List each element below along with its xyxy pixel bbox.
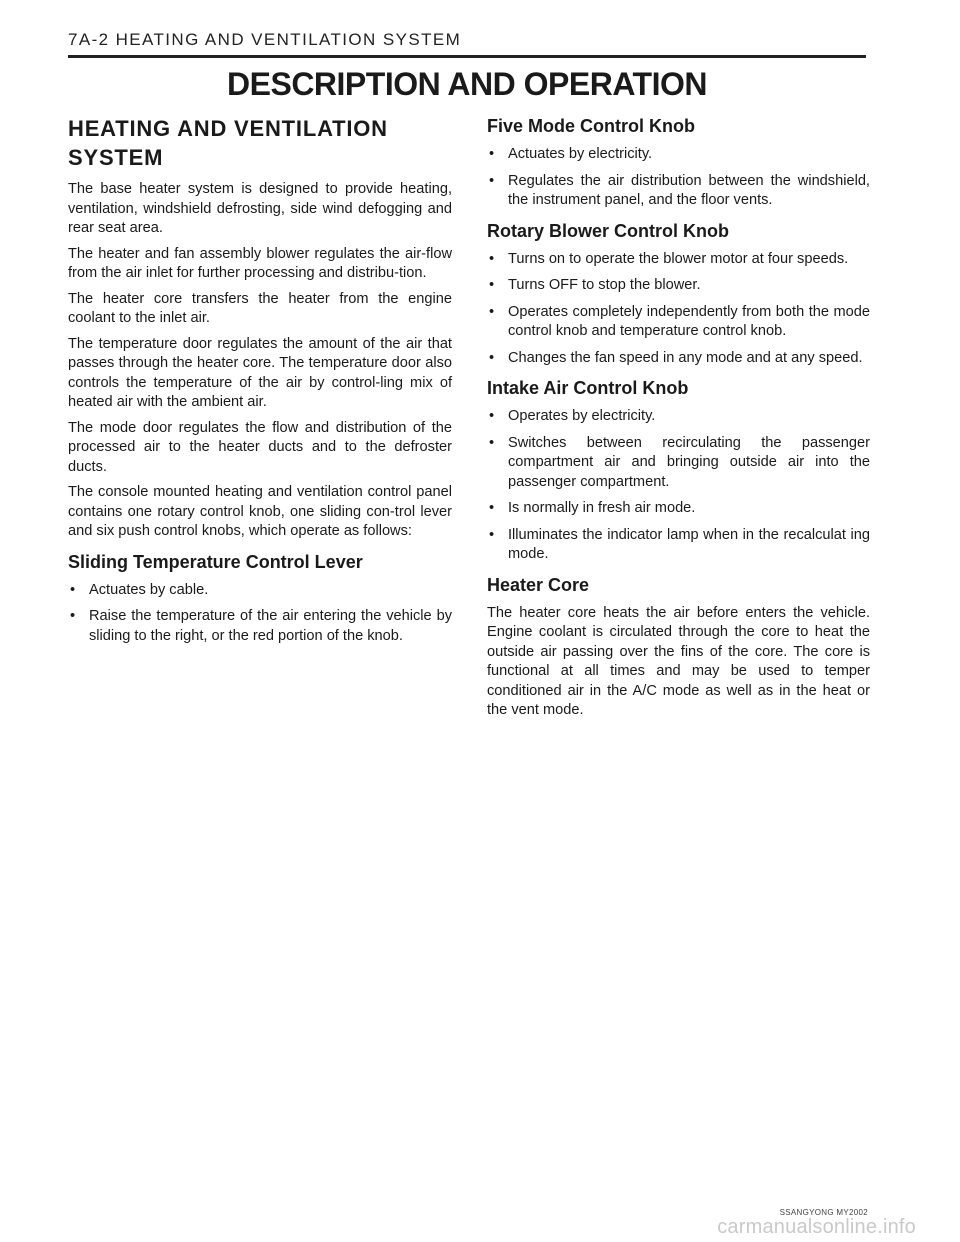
list-item-text: Turns OFF to stop the blower. — [508, 277, 701, 293]
bullet-icon: • — [70, 608, 76, 624]
bullet-list-five-mode — [487, 145, 870, 211]
page-title: DESCRIPTION AND OPERATION — [227, 66, 707, 102]
list-item — [487, 250, 870, 270]
paragraph: The console mounted heating and ventilation control panel contains one rotary control knob, one sliding con-trol lever and six push control knobs, which operate as follows: — [68, 484, 452, 539]
subsection-heading-rotary-blower: Rotary Blower Control Knob — [487, 220, 729, 241]
subsection-heading-heater-core: Heater Core — [487, 574, 590, 595]
bullet-list-intake-air — [487, 407, 870, 565]
bullet-icon: • — [489, 434, 495, 451]
list-item — [487, 349, 870, 369]
page-header-label: 7A-2 HEATING AND VENTILATION SYSTEM — [68, 30, 462, 49]
site-watermark: carmanualsonline.info — [717, 1216, 916, 1238]
subsection-heading-intake-air: Intake Air Control Knob — [487, 378, 689, 398]
bullet-list-rotary-blower — [487, 250, 870, 369]
list-item-text: Is normally in fresh air mode. — [508, 500, 696, 516]
list-item — [487, 434, 870, 493]
list-item — [487, 276, 870, 296]
bullet-list-sliding-lever — [68, 581, 452, 647]
bullet-icon: • — [489, 500, 495, 516]
bullet-icon: • — [70, 581, 76, 598]
list-item — [487, 303, 870, 342]
subsection-heading-five-mode: Five Mode Control Knob — [487, 116, 695, 136]
list-item-text: Raise the temperature of the air entering the vehicle by sliding to the right, or the red portion of the knob. — [89, 608, 452, 644]
list-item — [68, 607, 452, 646]
list-item — [487, 172, 870, 211]
bullet-icon: • — [489, 172, 495, 189]
list-item — [487, 499, 870, 519]
list-item-text: Switches between recirculating the passenger compartment air and bringing outside air into the passenger compartment. — [508, 434, 870, 490]
list-item-text: Actuates by electricity. — [508, 146, 653, 162]
list-item-text: Operates by electricity. — [508, 408, 656, 424]
bullet-icon: • — [489, 250, 495, 267]
paragraph: The heater and fan assembly blower regulates the air-flow from the air inlet for further processing and distribu-tion. — [68, 245, 452, 281]
paragraph: The temperature door regulates the amount of the air that passes through the heater core. The temperature door also controls the temperature of the air by control-ling mix of heated air with the ambient air. — [68, 335, 452, 410]
paragraph: The base heater system is designed to provide heating, ventilation, windshield defrosting, side wind defogging and rear seat area. — [68, 181, 452, 236]
list-item-text: Turns on to operate the blower motor at four speeds. — [508, 250, 849, 267]
list-item — [487, 526, 870, 565]
subsection-heading-sliding-lever: Sliding Temperature Control Lever — [68, 551, 363, 572]
paragraph: The heater core transfers the heater from the engine coolant to the inlet air. — [68, 290, 452, 326]
bullet-icon: • — [489, 526, 495, 543]
bullet-icon: • — [489, 408, 495, 424]
bullet-icon: • — [489, 146, 495, 162]
list-item — [487, 407, 870, 427]
left-column — [68, 114, 452, 653]
paragraph: The mode door regulates the flow and distribution of the processed air to the heater ducts and to the defroster ducts. — [68, 419, 452, 475]
list-item-text: Changes the fan speed in any mode and at any speed. — [508, 349, 863, 366]
heater-core-paragraph: The heater core heats the air before enters the vehicle. Engine coolant is circulated through the core to heat the outside air passing over the fins of the core. The core is functional at all times and may be used to temper conditioned air in the A/C mode as well as in the heat or the vent mode. — [487, 604, 870, 718]
bullet-icon: • — [489, 349, 495, 366]
bullet-icon: • — [489, 277, 495, 293]
list-item-text: Operates completely independently from both the mode control knob and temperature control knob. — [508, 303, 870, 339]
list-item-text: Illuminates the indicator lamp when in the recalculat ing mode. — [508, 526, 870, 562]
footer-model-code: SSANGYONG MY2002 — [779, 1208, 868, 1217]
page-header — [68, 28, 866, 58]
list-item-text: Actuates by cable. — [89, 581, 209, 598]
right-column — [487, 114, 870, 727]
bullet-icon: • — [489, 303, 495, 320]
list-item — [487, 145, 870, 165]
list-item — [68, 581, 452, 601]
list-item-text: Regulates the air distribution between the windshield, the instrument panel, and the floor vents. — [508, 172, 870, 208]
section-title: HEATING AND VENTILATION SYSTEM — [68, 116, 388, 170]
